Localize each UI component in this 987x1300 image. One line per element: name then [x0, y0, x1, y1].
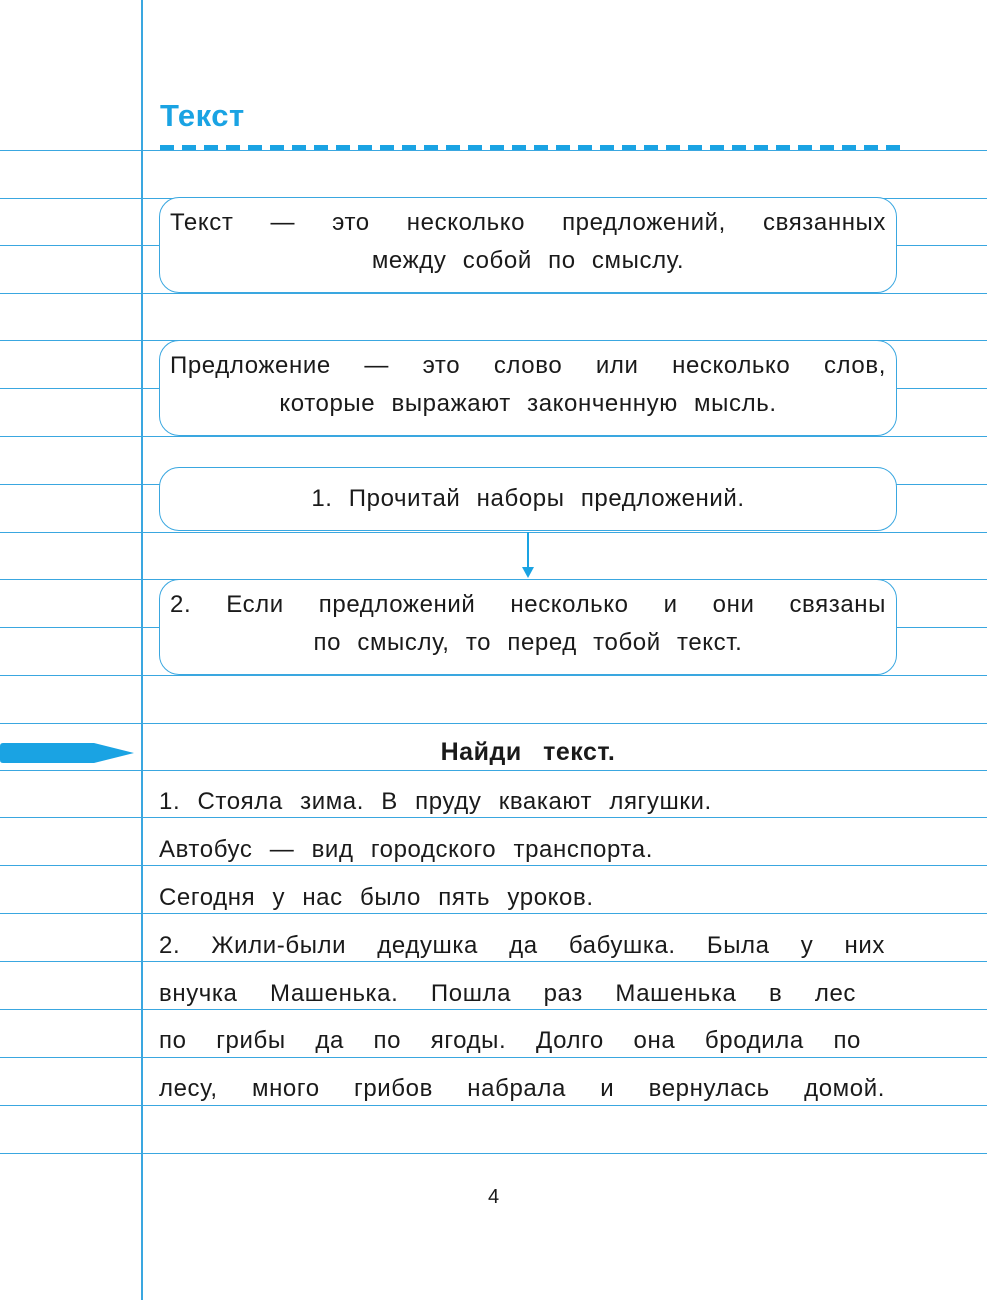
ruled-line — [0, 770, 987, 771]
ruled-line — [0, 1105, 987, 1106]
margin-line — [141, 0, 143, 1300]
exercise-line: 1. Стояла зима. В пруду квакают лягушки. — [159, 788, 712, 815]
exercise-line: внучка Машенька. Пошла раз Машенька в лес — [159, 980, 856, 1007]
exercise-line: Сегодня у нас было пять уроков. — [159, 884, 594, 911]
definition-line: которые выражают законченную мысль. — [279, 390, 777, 417]
ruled-line — [0, 675, 987, 676]
down-arrow-icon — [527, 532, 529, 570]
arrow-head-icon — [522, 567, 534, 578]
exercise-line: Автобус — вид городского транспорта. — [159, 836, 653, 863]
page-number: 4 — [487, 1186, 500, 1208]
step-text: 1. Прочитай наборы предложений. — [311, 485, 745, 512]
ruled-line — [0, 817, 987, 818]
ruled-line — [0, 865, 987, 866]
step-line: 2. Если предложений несколько и они связаны — [170, 591, 886, 618]
ruled-line — [0, 293, 987, 294]
definition-line: между собой по смыслу. — [371, 247, 685, 274]
title-underline — [160, 145, 900, 150]
exercise-line: по грибы да по ягоды. Долго она бродила по — [159, 1027, 861, 1054]
definition-sentence-box — [159, 340, 897, 436]
ruled-line — [0, 436, 987, 437]
definition-line: Текст — это несколько предложений, связанных — [170, 209, 886, 236]
ruled-line — [0, 1057, 987, 1058]
page-title: Текст — [160, 98, 245, 133]
pencil-marker-icon — [0, 743, 134, 763]
ruled-line — [0, 1153, 987, 1154]
ruled-line — [0, 150, 987, 151]
definition-line: Предложение — это слово или несколько слов, — [170, 352, 886, 379]
definition-text-box — [159, 197, 897, 293]
exercise-line: 2. Жили-были дедушка да бабушка. Была у них — [159, 932, 885, 959]
ruled-line — [0, 1009, 987, 1010]
exercise-title: Найди текст. — [440, 738, 616, 766]
ruled-line — [0, 723, 987, 724]
ruled-line — [0, 532, 987, 533]
ruled-line — [0, 961, 987, 962]
step-line: по смыслу, то перед тобой текст. — [313, 629, 743, 656]
exercise-line: лесу, много грибов набрала и вернулась домой. — [159, 1075, 885, 1102]
step-two-box — [159, 579, 897, 675]
ruled-line — [0, 913, 987, 914]
step-one-box — [159, 467, 897, 531]
